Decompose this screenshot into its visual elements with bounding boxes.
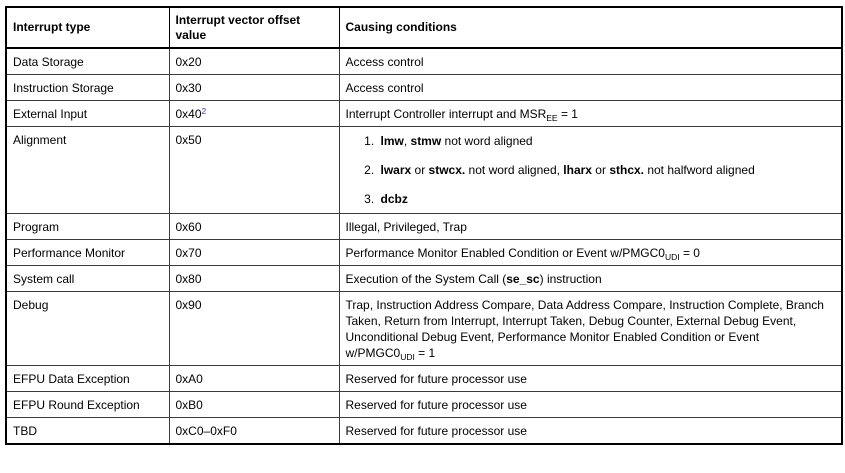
text-segment: 0xA0 [175, 372, 203, 386]
table-row [6, 75, 842, 101]
text-segment: lharx [563, 163, 592, 177]
table-row [6, 48, 842, 75]
cell-interrupt-type: Alignment [6, 127, 169, 214]
footnote-ref-link[interactable]: 2 [201, 106, 207, 116]
cell-interrupt-type: Program [6, 214, 169, 240]
text-segment: 0x20 [175, 55, 202, 69]
cell-causing-conditions [339, 366, 842, 392]
text-segment: = 0 [679, 246, 700, 260]
cell-offset-value [169, 240, 339, 266]
text-segment: Trap, Instruction Address Compare, Data Address Compare, Instruction Complete, Branch Taken, Return from Interrupt, Interrupt Taken, Debug Counter, External Debug Event, Unconditional Debug Event, Performance Monitor Enabled Condition or Event w/PMGC0 [345, 298, 824, 360]
column-header-interrupt-type: Interrupt type [6, 7, 169, 48]
text-segment: Execution of the System Call ( [345, 272, 507, 286]
text-segment: Performance Monitor Enabled Condition or Event w/PMGC0 [345, 246, 665, 260]
table-row [6, 418, 842, 445]
text-segment: not word aligned, [465, 163, 564, 177]
cell-offset-value [169, 418, 339, 445]
text-segment: UDI [400, 351, 415, 362]
cell-offset-value [169, 392, 339, 418]
table-header-row [6, 7, 842, 48]
table-row [6, 101, 842, 127]
text-segment: Interrupt Controller interrupt and MSR [345, 107, 547, 121]
column-header-causing-conditions: Causing conditions [339, 7, 842, 48]
table-row [6, 292, 842, 366]
text-segment: ) instruction [539, 272, 602, 286]
cell-causing-conditions [339, 418, 842, 445]
cell-offset-value [169, 292, 339, 366]
text-segment: UDI [664, 251, 680, 262]
cell-interrupt-type: EFPU Data Exception [6, 366, 169, 392]
text-segment: 0x80 [175, 272, 202, 286]
cell-interrupt-type: System call [6, 266, 169, 292]
cell-interrupt-type: Debug [6, 292, 169, 366]
cell-causing-conditions [339, 214, 842, 240]
conditions-list-item [378, 133, 830, 149]
interrupt-vector-table [5, 6, 843, 445]
text-segment: EE [546, 112, 558, 123]
cell-interrupt-type: EFPU Round Exception [6, 392, 169, 418]
cell-causing-conditions [339, 292, 842, 366]
text-segment: 0x30 [175, 81, 202, 95]
table-row [6, 266, 842, 292]
text-segment: Reserved for future processor use [345, 424, 527, 438]
text-segment: se_sc [506, 272, 540, 286]
cell-causing-conditions [339, 101, 842, 127]
text-segment: , [403, 134, 411, 148]
cell-interrupt-type: External Input [6, 101, 169, 127]
text-segment: lwarx [380, 163, 412, 177]
conditions-list-item [378, 191, 830, 207]
cell-offset-value [169, 101, 339, 127]
table-row [6, 127, 842, 214]
text-segment: Access control [345, 81, 424, 95]
text-segment: not halfword aligned [644, 163, 755, 177]
text-segment: Access control [345, 55, 424, 69]
text-segment: 0xC0–0xF0 [175, 424, 237, 438]
cell-offset-value [169, 75, 339, 101]
cell-causing-conditions [339, 75, 842, 101]
table-body [6, 48, 842, 444]
text-segment: 0x70 [175, 246, 202, 260]
table-row [6, 214, 842, 240]
cell-causing-conditions [339, 266, 842, 292]
text-segment: or [591, 163, 610, 177]
text-segment: 0x60 [175, 220, 202, 234]
text-segment: Reserved for future processor use [345, 372, 527, 386]
text-segment: stwcx. [428, 163, 466, 177]
text-segment: Illegal, Privileged, Trap [345, 220, 467, 234]
cell-interrupt-type: Data Storage [6, 48, 169, 75]
table-row [6, 366, 842, 392]
cell-causing-conditions [339, 240, 842, 266]
text-segment: 0x40 [175, 107, 202, 121]
text-segment: stmw [410, 134, 442, 148]
cell-offset-value [169, 127, 339, 214]
text-segment: not word aligned [441, 134, 533, 148]
text-segment: Reserved for future processor use [345, 398, 527, 412]
cell-interrupt-type: TBD [6, 418, 169, 445]
cell-causing-conditions [339, 127, 842, 214]
conditions-list-item [378, 162, 830, 178]
column-header-offset-value: Interrupt vector offset value [169, 7, 339, 48]
text-segment: lmw [380, 134, 404, 148]
text-segment: 0x50 [175, 133, 202, 147]
cell-offset-value [169, 214, 339, 240]
table-header [6, 7, 842, 48]
text-segment: or [411, 163, 429, 177]
cell-offset-value [169, 48, 339, 75]
conditions-list [346, 133, 830, 207]
text-segment: sthcx. [609, 163, 644, 177]
text-segment: dcbz [380, 192, 408, 206]
cell-causing-conditions [339, 392, 842, 418]
cell-interrupt-type: Performance Monitor [6, 240, 169, 266]
text-segment: 0x90 [175, 298, 202, 312]
text-segment: = 1 [557, 107, 578, 121]
table-row [6, 240, 842, 266]
cell-interrupt-type: Instruction Storage [6, 75, 169, 101]
cell-offset-value [169, 266, 339, 292]
text-segment: = 1 [414, 346, 436, 360]
table-row [6, 392, 842, 418]
cell-causing-conditions [339, 48, 842, 75]
text-segment: 0xB0 [175, 398, 203, 412]
cell-offset-value [169, 366, 339, 392]
